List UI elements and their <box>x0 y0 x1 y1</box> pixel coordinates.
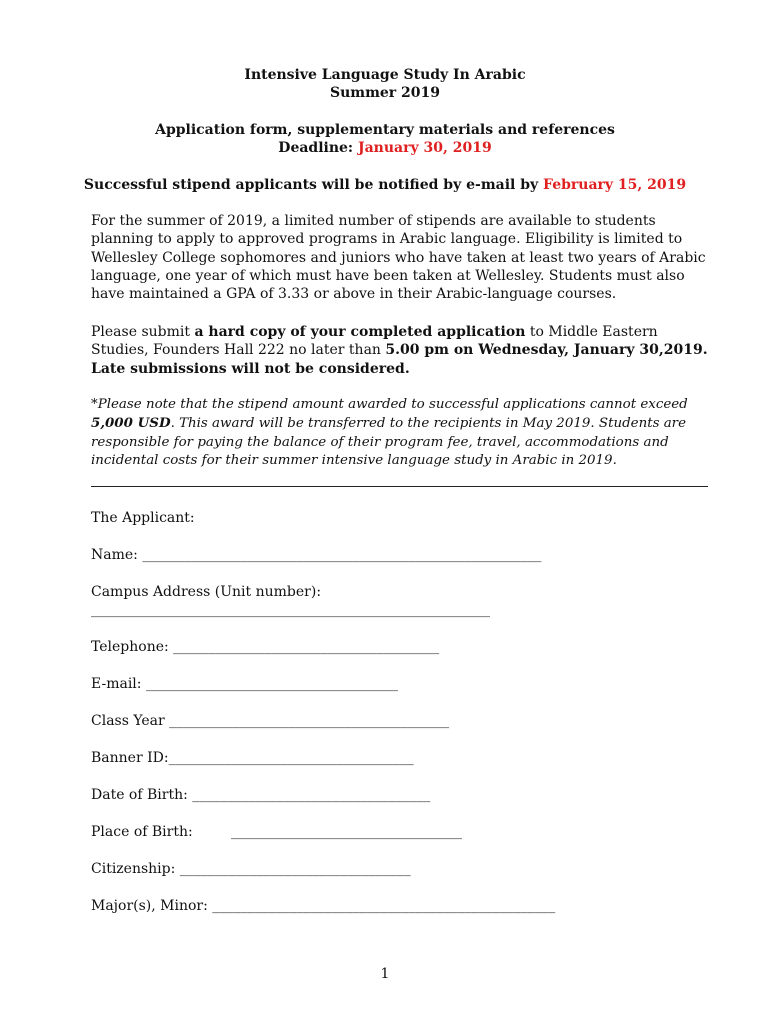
place-of-birth-field[interactable]: _________________________________ <box>231 824 462 840</box>
email-field[interactable]: E-mail: ____________________________________ <box>91 676 398 692</box>
place-of-birth-label: Place of Birth: <box>91 824 193 840</box>
intro-paragraph: For the summer of 2019, a limited number of stipends are available to students planning to apply to approved programs in Arabic language. Eligibility is limited to Wellesley College sophomores and juniors who have taken at least two years of Arabic language, one year of which must have been taken at Wellesley. Students must also have maintained a GPA of 3.33 or above in their Arabic-language courses. <box>91 213 706 303</box>
class-year-field[interactable]: Class Year ________________________________________ <box>91 713 450 729</box>
submission-mid: to Middle Eastern Studies, Founders Hall 222 no later than <box>91 324 658 359</box>
submission-pre: Please submit <box>91 324 195 340</box>
telephone-field[interactable]: Telephone: ______________________________________ <box>91 639 440 655</box>
note-amount: 5,000 USD <box>91 415 171 432</box>
title-line-1: Intensive Language Study In Arabic <box>244 67 526 83</box>
deadline-date: January 30, 2019 <box>357 140 492 156</box>
submission-paragraph <box>91 323 711 378</box>
section-divider <box>91 486 708 487</box>
submission-emphasis-2: 5.00 pm on Wednesday, January 30,2019. Late submissions will not be considered. <box>91 342 708 377</box>
major-minor-field[interactable]: Major(s), Minor: _________________________________________________ <box>91 898 556 914</box>
banner-id-field[interactable]: Banner ID:___________________________________ <box>91 750 414 766</box>
stipend-note <box>91 396 711 470</box>
applicant-section-label: The Applicant: <box>91 510 195 526</box>
notification-date: February 15, 2019 <box>543 177 687 193</box>
page-number: 1 <box>380 966 390 982</box>
note-pre: *Please note that the stipend amount awarded to successful applications cannot exceed <box>91 397 688 412</box>
deadline-label: Deadline: <box>278 140 358 156</box>
notification-text: Successful stipend applicants will be notified by e-mail by <box>83 177 544 193</box>
name-field[interactable]: Name: _________________________________________________________ <box>91 547 542 563</box>
campus-address-field[interactable]: _________________________________________________________ <box>91 602 490 618</box>
notification-line <box>0 176 770 194</box>
campus-address-label: Campus Address (Unit number): <box>91 584 322 600</box>
form-title: Application form, supplementary materials and references <box>155 122 615 138</box>
title-line-2: Summer 2019 <box>329 85 441 101</box>
submission-emphasis-1: a hard copy of your completed application <box>194 324 526 340</box>
note-post: . This award will be transferred to the recipients in May 2019. Students are responsible for paying the balance of their program fee, travel, accommodations and incidental costs for their summer intensive language study in Arabic in 2019. <box>91 416 687 468</box>
deadline-line <box>0 139 770 157</box>
date-of-birth-field[interactable]: Date of Birth: __________________________________ <box>91 787 431 803</box>
citizenship-field[interactable]: Citizenship: _________________________________ <box>91 861 411 877</box>
